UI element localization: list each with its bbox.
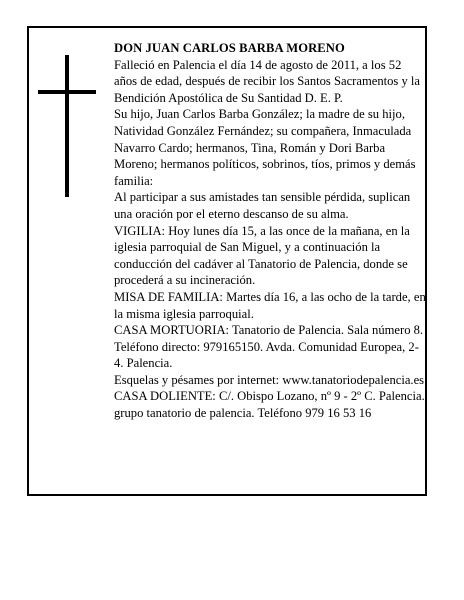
latin-cross-icon [38, 55, 96, 197]
mourning-home-address: CASA DOLIENTE: C/. Obispo Lozano, nº 9 - 2º C. Palencia. [114, 389, 425, 404]
family-list: Su hijo, Juan Carlos Barba González; la madre de su hijo, Natividad González Fernández; su compañera, Inmaculada Navarro Cardo; hermanos, Tina, Román y Dori Barba Moreno; hermanos políticos, sobrinos, tíos, primos y demás familia: [114, 107, 416, 188]
vigil-details: VIGILIA: Hoy lunes día 15, a las once de la mañana, en la iglesia parroquial de San Miguel, y a continuación la conducción del cadáver al Tanatorio de Palencia, donde se procederá a su incineración. [114, 223, 410, 288]
cross-horizontal-bar [38, 90, 96, 94]
online-condolences: Esquelas y pésames por internet: www.tanatoriodepalencia.es [114, 372, 425, 387]
prayer-request: Al participar a sus amistades tan sensible pérdida, suplican una oración por el eterno descanso de su alma. [114, 190, 411, 221]
funeral-group-contact: grupo tanatorio de palencia. Teléfono 979 16 53 16 [114, 406, 372, 421]
death-announcement: Falleció en Palencia el día 14 de agosto de 2011, a los 52 años de edad, después de recibir los Santos Sacramentos y la Bendición Apostólica de Su Santidad D. E. P. [114, 57, 421, 105]
deceased-name: DON JUAN CARLOS BARBA MORENO [114, 41, 345, 55]
cross-vertical-bar [65, 55, 69, 197]
funeral-home-details: CASA MORTUORIA: Tanatorio de Palencia. Sala número 8. Teléfono directo: 979165150. Avda. Comunidad Europea, 2-4. Palencia. [114, 323, 424, 371]
family-mass-details: MISA DE FAMILIA: Martes día 16, a las ocho de la tarde, en la misma iglesia parroquial. [114, 289, 426, 321]
obituary-text [114, 40, 426, 422]
